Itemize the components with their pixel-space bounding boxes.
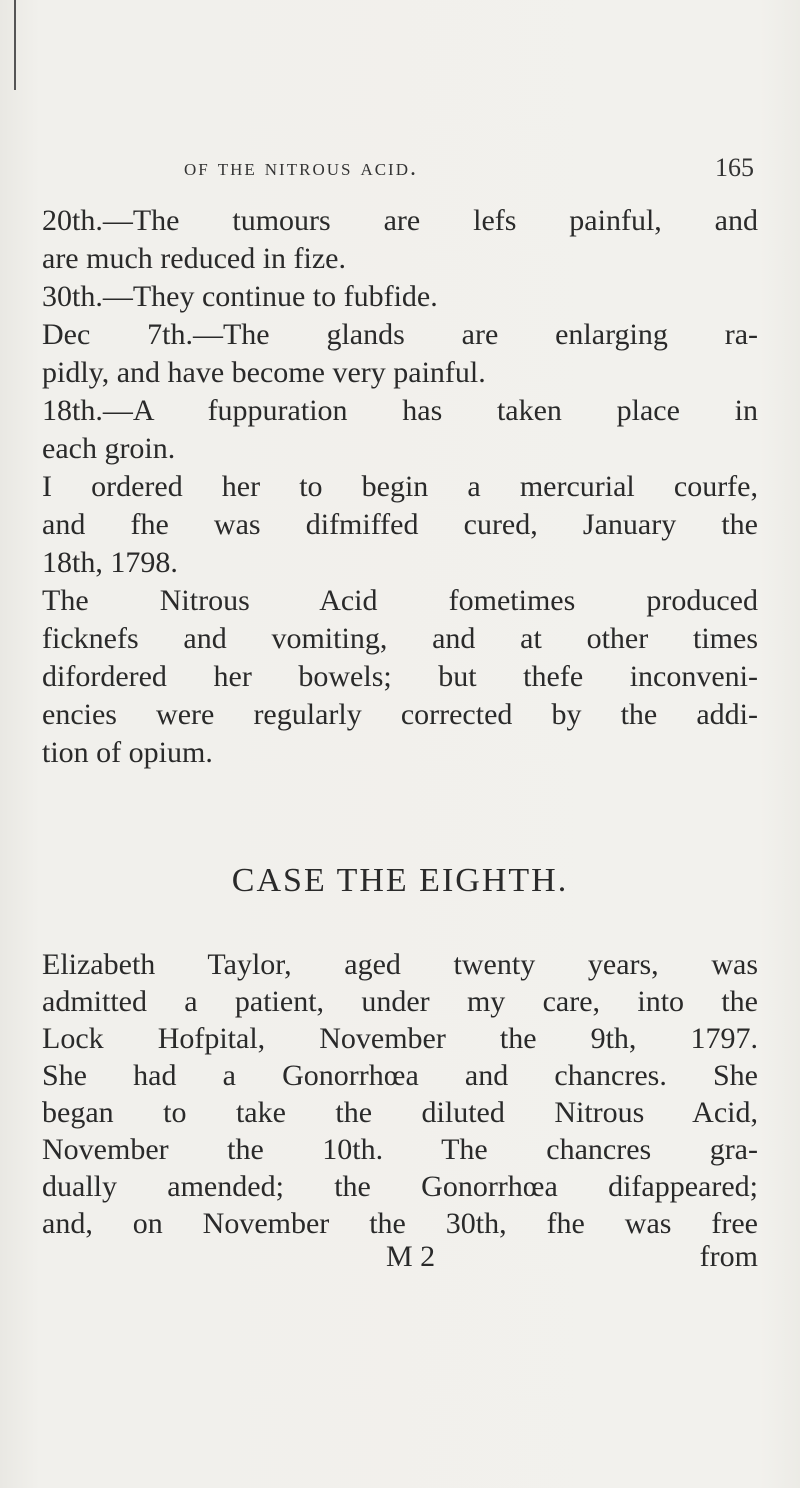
body-text xyxy=(42,202,758,772)
case-paragraph xyxy=(42,946,758,1242)
text-line: She had a Gonorrhœa and chancres. She xyxy=(42,1059,758,1092)
text-line: admitted a patient, under my care, into the xyxy=(42,985,758,1018)
case-heading: CASE THE EIGHTH. xyxy=(231,862,569,899)
text-line: Dec 7th.—The glands are enlarging ra- xyxy=(42,318,758,351)
text-line: 20th.—The tumours are lefs painful, and xyxy=(42,204,758,237)
text-line: each groin. xyxy=(42,432,176,465)
text-line: tion of opium. xyxy=(42,736,213,769)
text-line: ficknefs and vomiting, and at other times xyxy=(42,622,758,655)
running-head xyxy=(184,150,754,186)
text-line: Lock Hofpital, November the 9th, 1797. xyxy=(42,1022,758,1055)
text-line: pidly, and have become very painful. xyxy=(42,356,486,389)
signature-mark: M 2 xyxy=(386,1240,436,1273)
text-line: and fhe was difmiffed cured, January the xyxy=(42,508,758,541)
text-line: I ordered her to begin a mercurial courfe, xyxy=(42,470,758,503)
text-line: 18th.—A fuppuration has taken place in xyxy=(42,394,758,427)
entry-dec-7th xyxy=(42,316,758,392)
text-line: began to take the diluted Nitrous Acid, xyxy=(42,1096,758,1129)
paragraph-nitrous-acid-effects xyxy=(42,582,758,772)
scan-edge-line xyxy=(14,0,16,90)
text-line: Elizabeth Taylor, aged twenty years, was xyxy=(42,948,758,981)
entry-18th xyxy=(42,392,758,468)
entry-30th xyxy=(42,278,758,316)
entry-20th xyxy=(42,202,758,278)
paragraph-mercurial-course xyxy=(42,468,758,582)
page-number: 165 xyxy=(715,153,754,182)
text-line: 30th.—They continue to fubfide. xyxy=(42,280,438,313)
text-line: November the 10th. The chancres gra- xyxy=(42,1133,758,1166)
text-line: 18th, 1798. xyxy=(42,546,178,579)
text-line: difordered her bowels; but thefe inconveni- xyxy=(42,660,758,693)
catchword: from xyxy=(699,1240,758,1273)
running-head-title: of the nitrous acid. xyxy=(184,154,418,181)
text-line: dually amended; the Gonorrhœa difappeared; xyxy=(42,1170,758,1203)
text-line: are much reduced in fize. xyxy=(42,242,346,275)
text-line: and, on November the 30th, fhe was free xyxy=(42,1207,758,1240)
page-footer xyxy=(42,1238,758,1275)
text-line: encies were regularly corrected by the addi- xyxy=(42,698,758,731)
text-line: The Nitrous Acid fometimes produced xyxy=(42,584,758,617)
